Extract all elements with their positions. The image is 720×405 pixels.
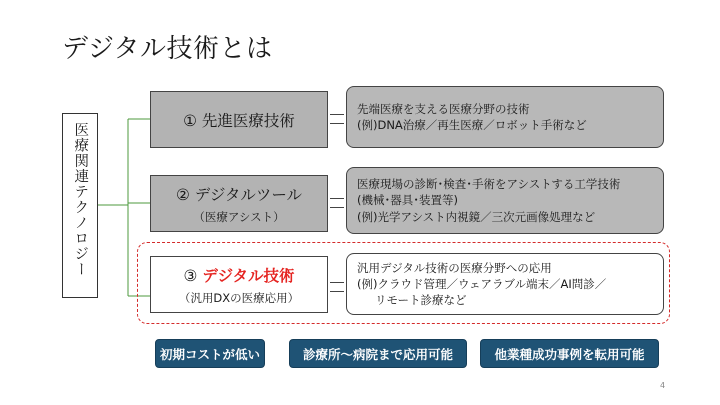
category-description-box — [346, 253, 664, 315]
description-line: リモート診療など — [375, 293, 467, 308]
category-subtitle: （医療アシスト） — [193, 209, 285, 224]
category-number: ③ — [183, 266, 203, 285]
description-line: (機械･器具･装置等) — [357, 193, 458, 208]
category-subtitle: （汎用DXの医療応用） — [178, 290, 300, 305]
description-line: 汎用デジタル技術の医療分野への応用 — [357, 260, 552, 275]
equals-sign — [330, 198, 344, 208]
badge-cross-industry: 他業種成功事例を転用可能 — [480, 339, 659, 368]
equals-sign — [330, 114, 344, 124]
page-number: 4 — [660, 381, 666, 390]
category-box-advanced-medical — [150, 91, 328, 148]
equals-sign — [330, 282, 344, 292]
description-line: (例)クラウド管理／ウェアラブル端末／AI問診／ — [357, 276, 607, 291]
category-description-box — [346, 167, 664, 234]
badge-clinic-to-hospital: 診療所～病院まで応用可能 — [289, 339, 467, 368]
description-line: (例)光学アシスト内視鏡／三次元画像処理など — [357, 209, 596, 224]
description-line: 医療現場の診断･検査･手術をアシストする工学技術 — [357, 177, 621, 191]
category-title-highlight: デジタル技術 — [202, 266, 295, 285]
category-box-digital-technology — [150, 256, 328, 313]
badge-low-initial-cost: 初期コストが低い — [155, 339, 265, 368]
root-category-label: 医療関連テクノロジー — [72, 122, 89, 277]
category-description-box — [346, 86, 664, 148]
page-title: デジタル技術とは — [62, 34, 273, 64]
category-title: ② デジタルツール — [175, 185, 303, 204]
category-title — [184, 264, 295, 286]
description-line: 先端医療を支える医療分野の技術 — [357, 101, 530, 116]
category-box-digital-tools — [150, 175, 328, 232]
category-title: ① 先進医療技術 — [183, 111, 295, 130]
description-line: (例)DNA治療／再生医療／ロボット手術など — [357, 118, 587, 132]
